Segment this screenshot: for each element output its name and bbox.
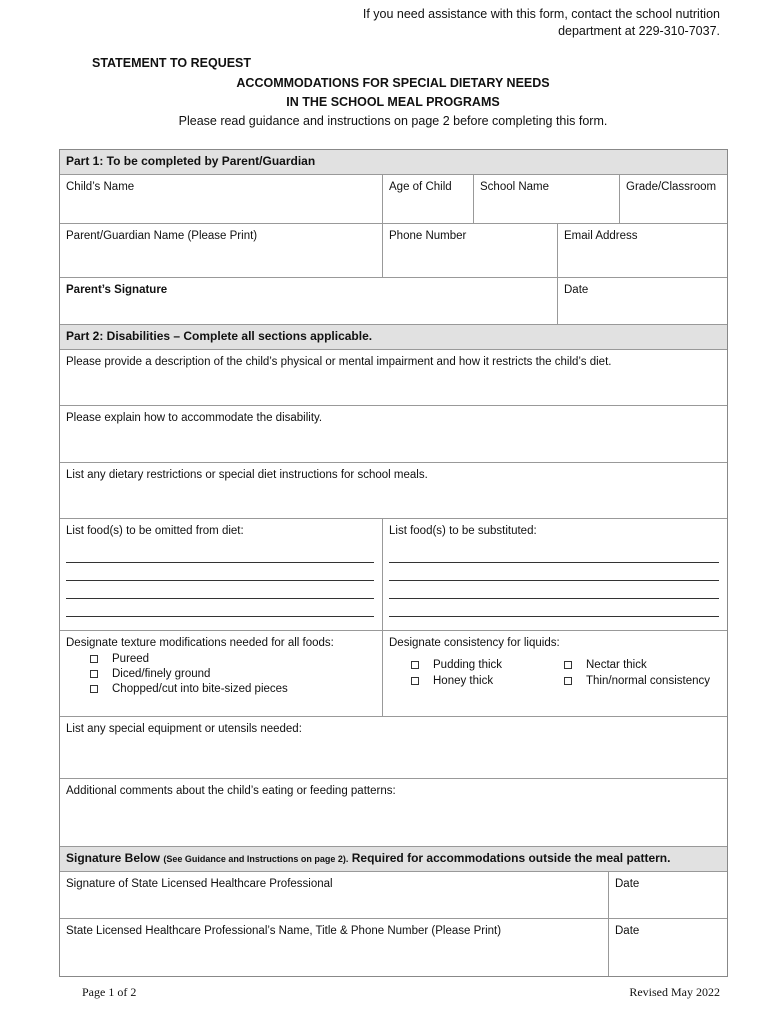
form-title-line-2: ACCOMMODATIONS FOR SPECIAL DIETARY NEEDS bbox=[236, 76, 550, 90]
foods-row bbox=[60, 518, 727, 630]
texture-options bbox=[66, 653, 376, 695]
part1-header-row bbox=[60, 150, 727, 174]
parent-signature-field[interactable] bbox=[60, 278, 557, 324]
age-field[interactable] bbox=[382, 175, 473, 223]
texture-option-label: Pureed bbox=[112, 653, 150, 665]
parent-info-row bbox=[60, 223, 727, 277]
texture-option-pureed[interactable] bbox=[90, 653, 376, 665]
omitted-line[interactable] bbox=[66, 545, 374, 563]
childs-name-field[interactable] bbox=[60, 175, 382, 223]
description-row bbox=[60, 349, 727, 405]
substituted-line[interactable] bbox=[389, 581, 719, 599]
form-title-line-3: IN THE SCHOOL MEAL PROGRAMS bbox=[286, 95, 500, 109]
liquid-option-honey[interactable] bbox=[411, 675, 542, 687]
signature-heading-rest: Required for accommodations outside the meal pattern. bbox=[351, 851, 671, 865]
form-instruction: Please read guidance and instructions on page 2 before completing this form. bbox=[178, 114, 608, 128]
school-name-label: School Name bbox=[480, 181, 550, 193]
hcp-name-label: State Licensed Healthcare Professional’s Name, Title & Phone Number (Please Print) bbox=[66, 925, 502, 937]
omitted-lines bbox=[66, 545, 376, 617]
omitted-foods-label: List food(s) to be omitted from diet: bbox=[66, 525, 244, 537]
liquid-heading: Designate consistency for liquids: bbox=[389, 637, 560, 649]
texture-option-diced[interactable] bbox=[90, 668, 376, 680]
substituted-foods-label: List food(s) to be substituted: bbox=[389, 525, 537, 537]
assistance-note bbox=[363, 6, 720, 40]
liquid-section bbox=[382, 631, 727, 716]
childs-name-label: Child’s Name bbox=[66, 181, 135, 193]
assistance-line-2: department at 229-310-7037. bbox=[558, 24, 720, 38]
accommodate-field[interactable] bbox=[60, 406, 727, 462]
restrictions-field[interactable] bbox=[60, 463, 727, 518]
checkbox-icon[interactable] bbox=[90, 685, 98, 693]
email-field[interactable] bbox=[557, 224, 727, 277]
checkbox-icon[interactable] bbox=[564, 677, 572, 685]
checkbox-icon[interactable] bbox=[90, 670, 98, 678]
hcp-signature-field[interactable] bbox=[60, 872, 608, 918]
parent-name-label: Parent/Guardian Name (Please Print) bbox=[66, 230, 258, 242]
omitted-line[interactable] bbox=[66, 599, 374, 617]
hcp-name-date-field[interactable] bbox=[608, 919, 727, 976]
equipment-label: List any special equipment or utensils needed: bbox=[66, 723, 302, 735]
form-title-line-1: STATEMENT TO REQUEST bbox=[92, 56, 252, 70]
liquid-option-pudding[interactable] bbox=[411, 659, 542, 671]
part2-header-row bbox=[60, 324, 727, 349]
child-info-row bbox=[60, 174, 727, 223]
hcp-name-row bbox=[60, 918, 727, 976]
restrictions-row bbox=[60, 462, 727, 518]
parent-signature-row bbox=[60, 277, 727, 324]
signature-heading-main: Signature Below bbox=[66, 851, 161, 865]
hcp-date-label: Date bbox=[615, 878, 640, 890]
email-label: Email Address bbox=[564, 230, 638, 242]
parent-signature-label: Parent’s Signature bbox=[66, 284, 168, 296]
assistance-line-1: If you need assistance with this form, contact the school nutrition bbox=[362, 7, 720, 21]
phone-label: Phone Number bbox=[389, 230, 467, 242]
liquid-option-nectar[interactable] bbox=[564, 659, 710, 671]
substituted-foods-field[interactable] bbox=[382, 519, 727, 630]
comments-row bbox=[60, 778, 727, 846]
omitted-line[interactable] bbox=[66, 581, 374, 599]
restrictions-label: List any dietary restrictions or special diet instructions for school meals. bbox=[66, 469, 428, 481]
substituted-lines bbox=[389, 545, 721, 617]
parent-date-field[interactable] bbox=[557, 278, 727, 324]
parent-name-field[interactable] bbox=[60, 224, 382, 277]
omitted-line[interactable] bbox=[66, 563, 374, 581]
comments-label: Additional comments about the child’s eating or feeding patterns: bbox=[66, 785, 396, 797]
signature-heading bbox=[60, 847, 727, 871]
checkbox-icon[interactable] bbox=[564, 661, 572, 669]
liquid-option-label: Thin/normal consistency bbox=[586, 675, 710, 687]
checkbox-icon[interactable] bbox=[411, 661, 419, 669]
omitted-foods-field[interactable] bbox=[60, 519, 382, 630]
liquid-option-label: Nectar thick bbox=[586, 659, 647, 671]
phone-field[interactable] bbox=[382, 224, 557, 277]
substituted-line[interactable] bbox=[389, 545, 719, 563]
equipment-row bbox=[60, 716, 727, 778]
grade-field[interactable] bbox=[619, 175, 727, 223]
liquid-options-right bbox=[542, 659, 710, 691]
liquid-option-thin[interactable] bbox=[564, 675, 710, 687]
texture-option-label: Diced/finely ground bbox=[112, 668, 211, 680]
hcp-signature-row bbox=[60, 871, 727, 918]
revised-date: Revised May 2022 bbox=[629, 985, 720, 999]
hcp-name-date-label: Date bbox=[615, 925, 640, 937]
grade-label: Grade/Classroom bbox=[626, 181, 717, 193]
request-form bbox=[59, 149, 728, 977]
parent-date-label: Date bbox=[564, 284, 589, 296]
signature-heading-note: (See Guidance and Instructions on page 2). bbox=[163, 854, 349, 864]
equipment-field[interactable] bbox=[60, 717, 727, 778]
comments-field[interactable] bbox=[60, 779, 727, 846]
hcp-name-field[interactable] bbox=[60, 919, 608, 976]
texture-option-label: Chopped/cut into bite-sized pieces bbox=[112, 683, 288, 695]
texture-option-chopped[interactable] bbox=[90, 683, 376, 695]
texture-consistency-row bbox=[60, 630, 727, 716]
description-field[interactable] bbox=[60, 350, 727, 405]
signature-header-row bbox=[60, 846, 727, 871]
hcp-signature-label: Signature of State Licensed Healthcare Professional bbox=[66, 878, 333, 890]
liquid-options bbox=[389, 659, 721, 691]
checkbox-icon[interactable] bbox=[411, 677, 419, 685]
liquid-options-left bbox=[389, 659, 542, 691]
page-number: Page 1 of 2 bbox=[82, 985, 137, 999]
texture-section bbox=[60, 631, 382, 716]
liquid-option-label: Pudding thick bbox=[433, 659, 503, 671]
description-label: Please provide a description of the child’s physical or mental impairment and how it restricts the child’s diet. bbox=[66, 356, 612, 368]
hcp-date-field[interactable] bbox=[608, 872, 727, 918]
part1-heading: Part 1: To be completed by Parent/Guardian bbox=[60, 150, 727, 174]
substituted-line[interactable] bbox=[389, 599, 719, 617]
school-name-field[interactable] bbox=[473, 175, 619, 223]
accommodate-label: Please explain how to accommodate the disability. bbox=[66, 412, 323, 424]
age-label: Age of Child bbox=[389, 181, 452, 193]
part2-heading: Part 2: Disabilities – Complete all sections applicable. bbox=[60, 325, 727, 349]
texture-heading: Designate texture modifications needed for all foods: bbox=[66, 637, 334, 649]
substituted-line[interactable] bbox=[389, 563, 719, 581]
liquid-option-label: Honey thick bbox=[433, 675, 494, 687]
accommodate-row bbox=[60, 405, 727, 462]
checkbox-icon[interactable] bbox=[90, 655, 98, 663]
